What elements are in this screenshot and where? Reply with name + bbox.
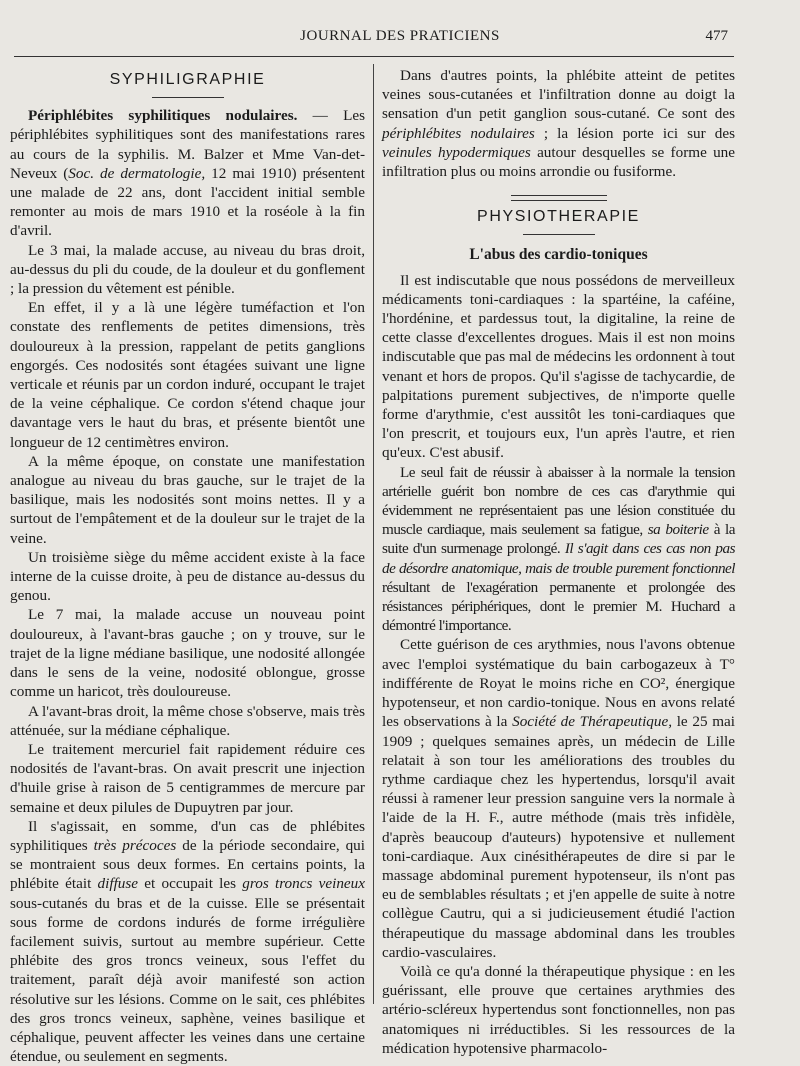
section-rule xyxy=(152,97,224,98)
section-rule xyxy=(523,234,595,235)
paragraph: Le 3 mai, la malade accuse, au niveau du bras droit, au-dessus du pli du coude, de la douleur et du gonflement ; la pression du vêtement est pénible. xyxy=(10,241,365,298)
right-column xyxy=(382,66,735,1058)
emphasis: diffuse xyxy=(97,875,139,893)
article-heading: Périphlébites syphilitiques nodulaires. xyxy=(28,107,298,125)
emphasis: gros troncs veineux xyxy=(242,875,365,893)
text-run: — Les périphlébites syphilitiques sont des manifestations rares au cours de la syphilis. M. Balzer et Mme Van-det-Neveux ( xyxy=(10,107,365,182)
header-rule xyxy=(14,56,734,57)
text-run: résultant de l'exagération permanente et prolongée des résistances périphériques, dont le premier M. Huchard a démontré l'importance. xyxy=(382,578,735,635)
emphasis: périphlébites nodulaires xyxy=(382,124,535,142)
paragraph: A la même époque, on constate une manifestation analogue au niveau du bras gauche, sur le trajet de la basilique, mais les nodosités sont moins nettes. Il y a surtout de l'empâtement et de la douleur sur le trajet de la veine. xyxy=(10,452,365,547)
section-title-physiotherapie: PHYSIOTHERAPIE xyxy=(477,208,640,226)
text-run: à la suite d'un surmenage prolongé. xyxy=(382,521,735,558)
text-run: le 25 mai 1909 ; quelques semaines après, un médecin de Lille relatait à son tour les améliorations des troubles du rythme cardiaque chez les hypertendus, lorsqu'il avait réussi à ramener leur pression sanguine vers la normale à l'aide de la H. F., autre méthode (mais très infidèle, d'après beaucoup d'auteurs) hypotensive et nullement toni-cardiaque. Aux cinésithérapeutes de dire si par le massage abdominal purement hypotenseur, ils n'ont pas eu de semblables résultats ; et j'en appelle de suite à notre collègue Cautru, qui a si judicieusement étudié l'action thérapeutique du massage abdominal dans les troubles cardio-vasculaires. xyxy=(382,713,736,961)
text-run: Le seul fait de réussir à abaisser à la normale la tension artérielle guérit bon nombre de ces cas d'arythmie qui évidemment ne représentaient pas une lésion constituée du muscle cardiaque, mais seulement sa fatigue, xyxy=(382,463,735,539)
paragraph: En effet, il y a là une légère tuméfaction et l'on constate des renflements de petites dimensions, très douloureux à la pression, rappelant de petits ganglions engorgés. Ces nodosités sont étagées suivant une ligne verticale et réunis par un cordon induré, occupant le trajet de la veine céphalique. Ce cordon s'étend chaque jour davantage vers le haut du bras, et présente bientôt une longueur de 12 centimètres environ. xyxy=(10,299,365,451)
paragraph xyxy=(10,817,365,1066)
emphasis: veinules hypodermiques xyxy=(382,143,531,161)
text-run: Il s'agissait, en somme, d'un cas de phlébites syphilitiques xyxy=(10,817,365,854)
paragraph: A l'avant-bras droit, la même chose s'observe, mais très atténuée, sur la médiane céphalique. xyxy=(10,702,365,739)
text-run: de la période secondaire, qui se montraient sous deux formes. En certains points, la phlébite était xyxy=(10,836,365,893)
paragraph xyxy=(382,635,735,961)
paragraph xyxy=(10,106,365,240)
paragraph: Le 7 mai, la malade accuse un nouveau point douloureux, à l'avant-bras gauche ; on y trouve, sur le trajet de la ligne médiane basilique, une nodosité allongée dans le sens de la veine, nodosité oblongue, grosse comme un haricot, très douloureuse. xyxy=(10,606,365,701)
text-run: et occupait les xyxy=(138,875,243,893)
left-column xyxy=(10,66,365,1066)
paragraph: Il est indiscutable que nous possédons de merveilleux médicaments toni-cardiaques : la spartéine, la caféine, l'hordénine, et pardessus tout, la digitaline, la reine de cette classe d'excellentes drogues. Mais il est non moins indiscutable que pas mal de médecins les ordonnent à tout venant et hors de propos. Qu'il s'agisse de tachycardie, de palpitations purement subjectives, de n'importe quelle forme d'arythmie, c'est aussitôt les toni-cardiaques que l'on prescrit, et toujours eux, l'un après l'autre, et rien qu'eux. C'est abusif. xyxy=(382,271,736,462)
emphasis: Il s'agit dans ces cas non pas de désordre anatomique, mais de trouble purement fonctionnel xyxy=(382,540,735,577)
paragraph xyxy=(382,463,735,636)
page-header xyxy=(10,26,790,52)
paragraph xyxy=(382,66,735,181)
running-title: JOURNAL DES PRATICIENS xyxy=(300,28,500,44)
text-run: Dans d'autres points, la phlébite atteint de petites veines sous-cutanées et l'infiltration donne au doigt la sensation d'un petit ganglion sous-cutané. Ce sont des xyxy=(382,67,735,123)
paragraph: Voilà ce qu'a donné la thérapeutique physique : en les guérissant, elle prouve que certaines arythmies des artério-scléreux hypertendus sont fonctionnelles, non pas anatomiques ni irréductibles. Si les ressources de la médication hypotensive pharmacolo- xyxy=(382,962,735,1057)
section-separator xyxy=(511,195,607,201)
text-run: sous-cutanés du bras et de la cuisse. Elle se présentait sous forme de cordons indurés de forme irrégulière facilement suivis, surtout au membre supérieur. Cette phlébite des gros troncs veineux, sous l'effet du traitement, paraît déjà avoir manifesté son action résolutive sur les lésions. Comme on le sait, ces phlébites des gros troncs veineux, saphène, veines basilique et céphalique, peuvent affecter les veines dans une certaine étendue, ou seulement en segments. xyxy=(10,894,365,1066)
page-number: 477 xyxy=(705,28,728,44)
emphasis: sa boiterie xyxy=(647,521,709,539)
text-run: Cette guérison de ces arythmies, nous l'avons obtenue avec l'emploi systématique du bain carbogazeux à T° indifférente de Royat le moins riche en CO², énergique hypotenseur, et non cardio-tonique. Nous en avons relaté les observations à la xyxy=(382,636,735,731)
paragraph: Le traitement mercuriel fait rapidement réduire ces nodosités de l'avant-bras. On avait prescrit une injection d'huile grise à raison de 5 centigrammes de mercure par semaine et deux pilules de Dupuytren par jour. xyxy=(10,740,365,816)
text-run: autour desquelles se forme une infiltration plus ou moins arrondie ou fusiforme. xyxy=(382,143,735,181)
column-divider xyxy=(373,64,374,1004)
text-run: ; la lésion porte ici sur des xyxy=(534,124,736,142)
text-run: 12 mai 1910) présentent une malade de 22 ans, dont l'accident initial semble remonter au mois de mars 1910 et la roséole à la fin d'avril. xyxy=(10,164,365,240)
section-title-syphiligraphie: SYPHILIGRAPHIE xyxy=(109,71,266,88)
paragraph: Un troisième siège du même accident existe à la face interne de la cuisse droite, à peu de distance au-dessus du genou. xyxy=(10,548,365,605)
source-citation: Soc. de dermatologie, xyxy=(68,164,206,182)
article-title: L'abus des cardio-toniques xyxy=(469,246,648,264)
emphasis: Société de Thérapeutique, xyxy=(512,713,673,731)
emphasis: très précoces xyxy=(93,836,177,854)
